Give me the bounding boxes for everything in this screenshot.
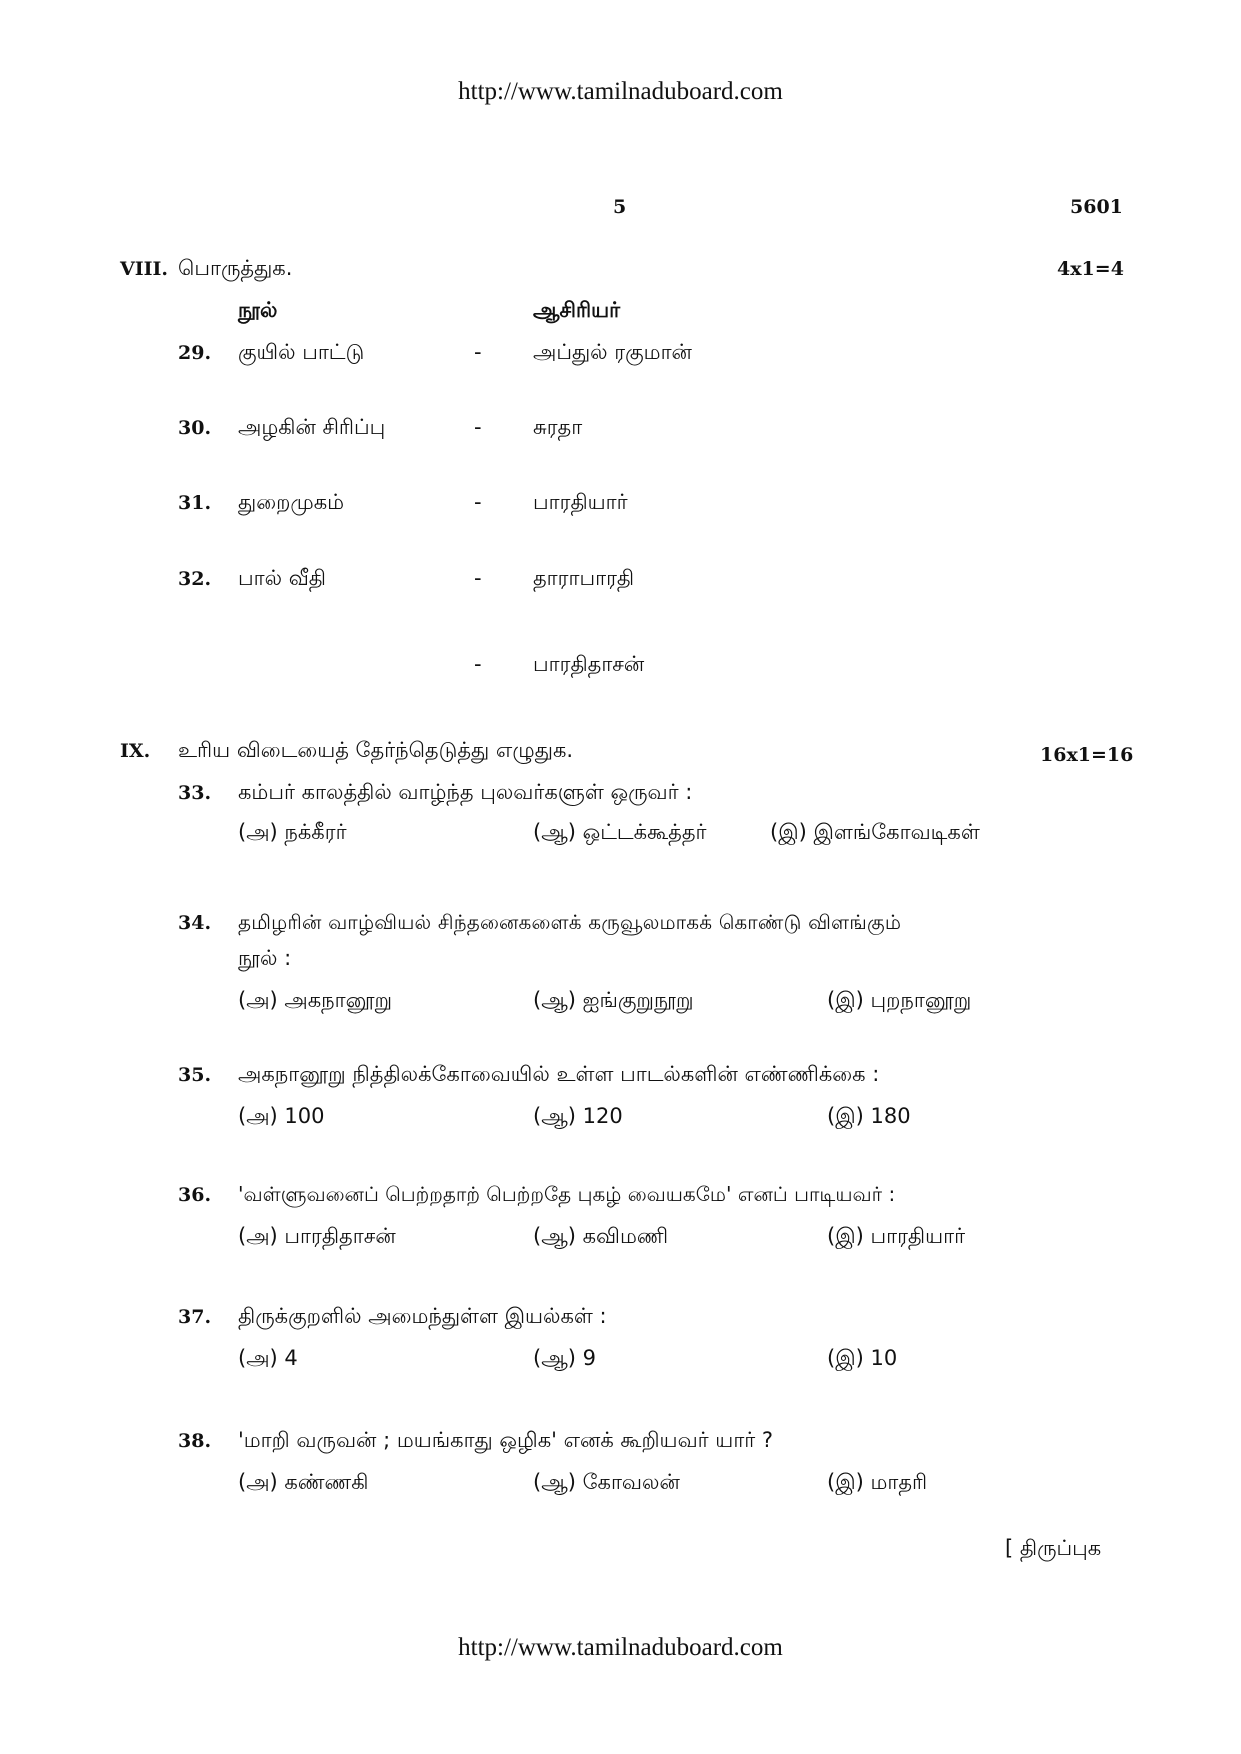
dash: -	[474, 490, 482, 514]
book-name: குயில் பாட்டு	[238, 340, 365, 364]
author-name: அப்துல் ரகுமான்	[533, 340, 692, 364]
column-header-author: ஆசிரியர்	[533, 298, 621, 322]
option-c: (இ) இளங்கோவடிகள்	[770, 820, 980, 844]
option-c: (இ) பாரதியார்	[827, 1224, 966, 1248]
question-number: 30.	[178, 417, 212, 439]
section-marks: 16x1=16	[1040, 744, 1134, 766]
dash: -	[474, 340, 482, 364]
option-a: (அ) 100	[238, 1104, 325, 1128]
option-a: (அ) 4	[238, 1346, 298, 1370]
question-text: அகநானூறு நித்திலக்கோவையில் உள்ள பாடல்களின் எண்ணிக்கை :	[238, 1062, 880, 1086]
dash: -	[474, 566, 482, 590]
section-title: பொருத்துக.	[178, 256, 293, 280]
book-name: துறைமுகம்	[238, 490, 345, 514]
question-number: 38.	[178, 1430, 212, 1452]
column-header-book: நூல்	[238, 298, 278, 322]
question-text: தமிழரின் வாழ்வியல் சிந்தனைகளைக் கருவூலமாகக் கொண்டு விளங்கும்	[238, 910, 902, 934]
question-text-continued: நூல் :	[238, 946, 292, 970]
option-a: (அ) கண்ணகி	[238, 1470, 369, 1494]
paper-code: 5601	[1070, 196, 1123, 218]
option-c: (இ) மாதரி	[827, 1470, 928, 1494]
question-number: 31.	[178, 492, 212, 514]
question-number: 35.	[178, 1064, 212, 1086]
question-number: 29.	[178, 342, 212, 364]
author-name: தாராபாரதி	[533, 566, 635, 590]
question-number: 36.	[178, 1184, 212, 1206]
section-numeral: IX.	[120, 740, 151, 762]
option-b: (ஆ) 9	[533, 1346, 596, 1370]
option-a: (அ) அகநானூறு	[238, 988, 393, 1012]
author-name: பாரதிதாசன்	[533, 652, 645, 676]
section-title: உரிய விடையைத் தேர்ந்தெடுத்து எழுதுக.	[178, 738, 574, 762]
question-number: 33.	[178, 782, 212, 804]
question-number: 37.	[178, 1306, 212, 1328]
question-text: 'வள்ளுவனைப் பெற்றதாற் பெற்றதே புகழ் வையகமே' எனப் பாடியவர் :	[238, 1182, 896, 1206]
author-name: சுரதா	[533, 415, 583, 439]
question-text: திருக்குறளில் அமைந்துள்ள இயல்கள் :	[238, 1304, 607, 1328]
question-text: 'மாறி வருவன் ; மயங்காது ஒழிக' எனக் கூறியவர் யார் ?	[238, 1428, 774, 1452]
page-number: 5	[613, 196, 627, 218]
dash: -	[474, 652, 482, 676]
turn-over-note: [ திருப்புக	[1005, 1536, 1102, 1560]
question-number: 32.	[178, 568, 212, 590]
option-b: (ஆ) கோவலன்	[533, 1470, 680, 1494]
option-c: (இ) 10	[827, 1346, 898, 1370]
option-b: (ஆ) 120	[533, 1104, 623, 1128]
footer-url: http://www.tamilnaduboard.com	[458, 1634, 783, 1661]
section-numeral: VIII.	[120, 258, 169, 280]
header-url: http://www.tamilnaduboard.com	[458, 78, 783, 105]
question-text: கம்பர் காலத்தில் வாழ்ந்த புலவர்களுள் ஒருவர் :	[238, 780, 693, 804]
option-c: (இ) புறநானூறு	[827, 988, 972, 1012]
dash: -	[474, 415, 482, 439]
question-number: 34.	[178, 912, 212, 934]
book-name: பால் வீதி	[238, 566, 327, 590]
author-name: பாரதியார்	[533, 490, 628, 514]
option-b: (ஆ) ஒட்டக்கூத்தர்	[533, 820, 707, 844]
option-b: (ஆ) ஐங்குறுநூறு	[533, 988, 694, 1012]
option-c: (இ) 180	[827, 1104, 911, 1128]
option-a: (அ) பாரதிதாசன்	[238, 1224, 396, 1248]
book-name: அழகின் சிரிப்பு	[238, 415, 386, 439]
option-b: (ஆ) கவிமணி	[533, 1224, 669, 1248]
section-marks: 4x1=4	[1057, 258, 1124, 280]
option-a: (அ) நக்கீரர்	[238, 820, 347, 844]
